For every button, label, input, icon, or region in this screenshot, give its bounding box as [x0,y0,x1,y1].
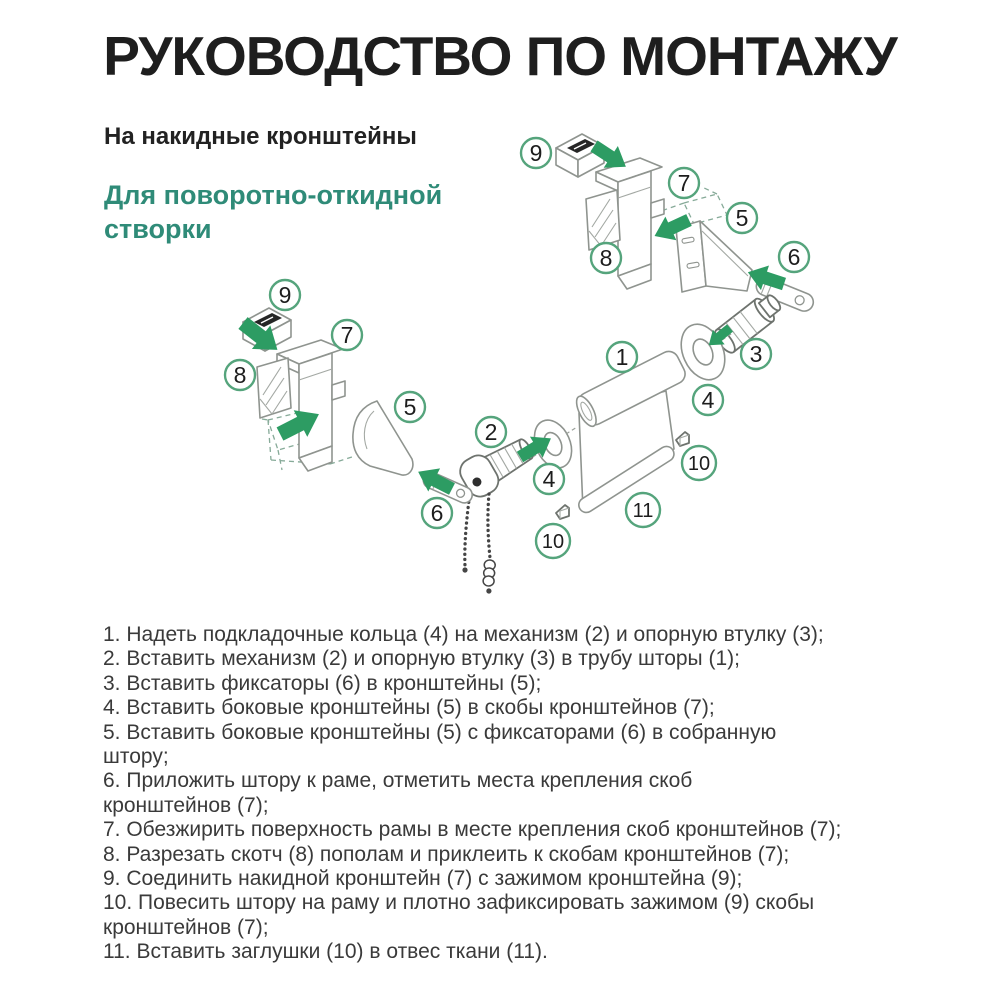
instruction-line: 10. Повесить штору на раму и плотно зафиксировать зажимом (9) скобы [103,891,815,915]
bead-chain [462,492,495,594]
instruction-line: 7. Обезжирить поверхность рамы в месте крепления скоб кронштейнов (7); [103,818,842,842]
svg-text:9: 9 [278,282,292,308]
subtitle: На накидные кронштейны [104,123,417,150]
chain-weight [482,560,495,594]
callout-10 [682,446,716,480]
instruction-line: штору; [103,744,169,768]
plug-part-right [676,432,689,446]
callout-7 [669,168,699,198]
svg-text:1: 1 [615,344,629,370]
callout-11 [626,493,660,527]
callout-4b [534,464,564,494]
instruction-line: 5. Вставить боковые кронштейны (5) с фиксаторами (6) в собранную [103,720,777,744]
callout-9b [270,280,300,310]
instruction-line: 11. Вставить заглушки (10) в отвес ткани (11). [103,940,548,964]
instruction-line: 1. Надеть подкладочные кольца (4) на механизм (2) и опорную втулку (3); [103,623,824,646]
instruction-line: 6. Приложить штору к раме, отметить места крепления скоб [103,769,693,793]
svg-text:4: 4 [542,466,556,492]
svg-text:5: 5 [403,394,417,420]
accent-heading: Для поворотно-откидной створки [104,180,443,244]
svg-text:5: 5 [735,205,749,231]
tape-part-left [257,358,291,418]
callout-4 [693,385,723,415]
svg-text:8: 8 [233,362,247,388]
svg-text:8: 8 [599,245,613,271]
callout-3 [741,339,771,369]
svg-text:11: 11 [632,500,654,522]
instruction-line: кронштейнов (7); [103,915,269,939]
tape-part-right [586,190,620,250]
callout-2 [476,417,506,447]
svg-text:6: 6 [787,244,801,270]
callout-10b [536,524,570,558]
instruction-line: 4. Вставить боковые кронштейны (5) в скобы кронштейнов (7); [103,696,715,720]
svg-text:10: 10 [541,531,565,553]
plug-part-left [556,505,569,519]
page-title: РУКОВОДСТВО ПО МОНТАЖУ [103,25,897,87]
instruction-line: 3. Вставить фиксаторы (6) в кронштейны (5); [103,671,542,695]
callout-5 [727,203,757,233]
instruction-line: 8. Разрезать скотч (8) пополам и приклеить к скобам кронштейнов (7); [103,842,790,866]
callout-5b [395,392,425,422]
svg-text:7: 7 [677,170,691,196]
svg-text:7: 7 [340,322,354,348]
instruction-line: 2. Вставить механизм (2) и опорную втулку (3) в трубу шторы (1); [103,647,740,671]
callout-8b [225,360,255,390]
svg-text:2: 2 [484,419,498,445]
callout-1 [607,342,637,372]
instructions-list [103,623,963,964]
svg-text:10: 10 [687,453,711,475]
callout-8 [591,243,621,273]
svg-text:4: 4 [701,387,715,413]
svg-text:9: 9 [529,140,543,166]
instruction-line: 9. Соединить накидной кронштейн (7) с зажимом кронштейна (9); [103,866,743,890]
callout-6b [422,498,452,528]
svg-text:6: 6 [430,500,444,526]
svg-text:3: 3 [749,341,763,367]
callout-6 [779,242,809,272]
instruction-line: кронштейнов (7); [103,793,269,817]
callout-7b [332,320,362,350]
callout-9 [521,138,551,168]
